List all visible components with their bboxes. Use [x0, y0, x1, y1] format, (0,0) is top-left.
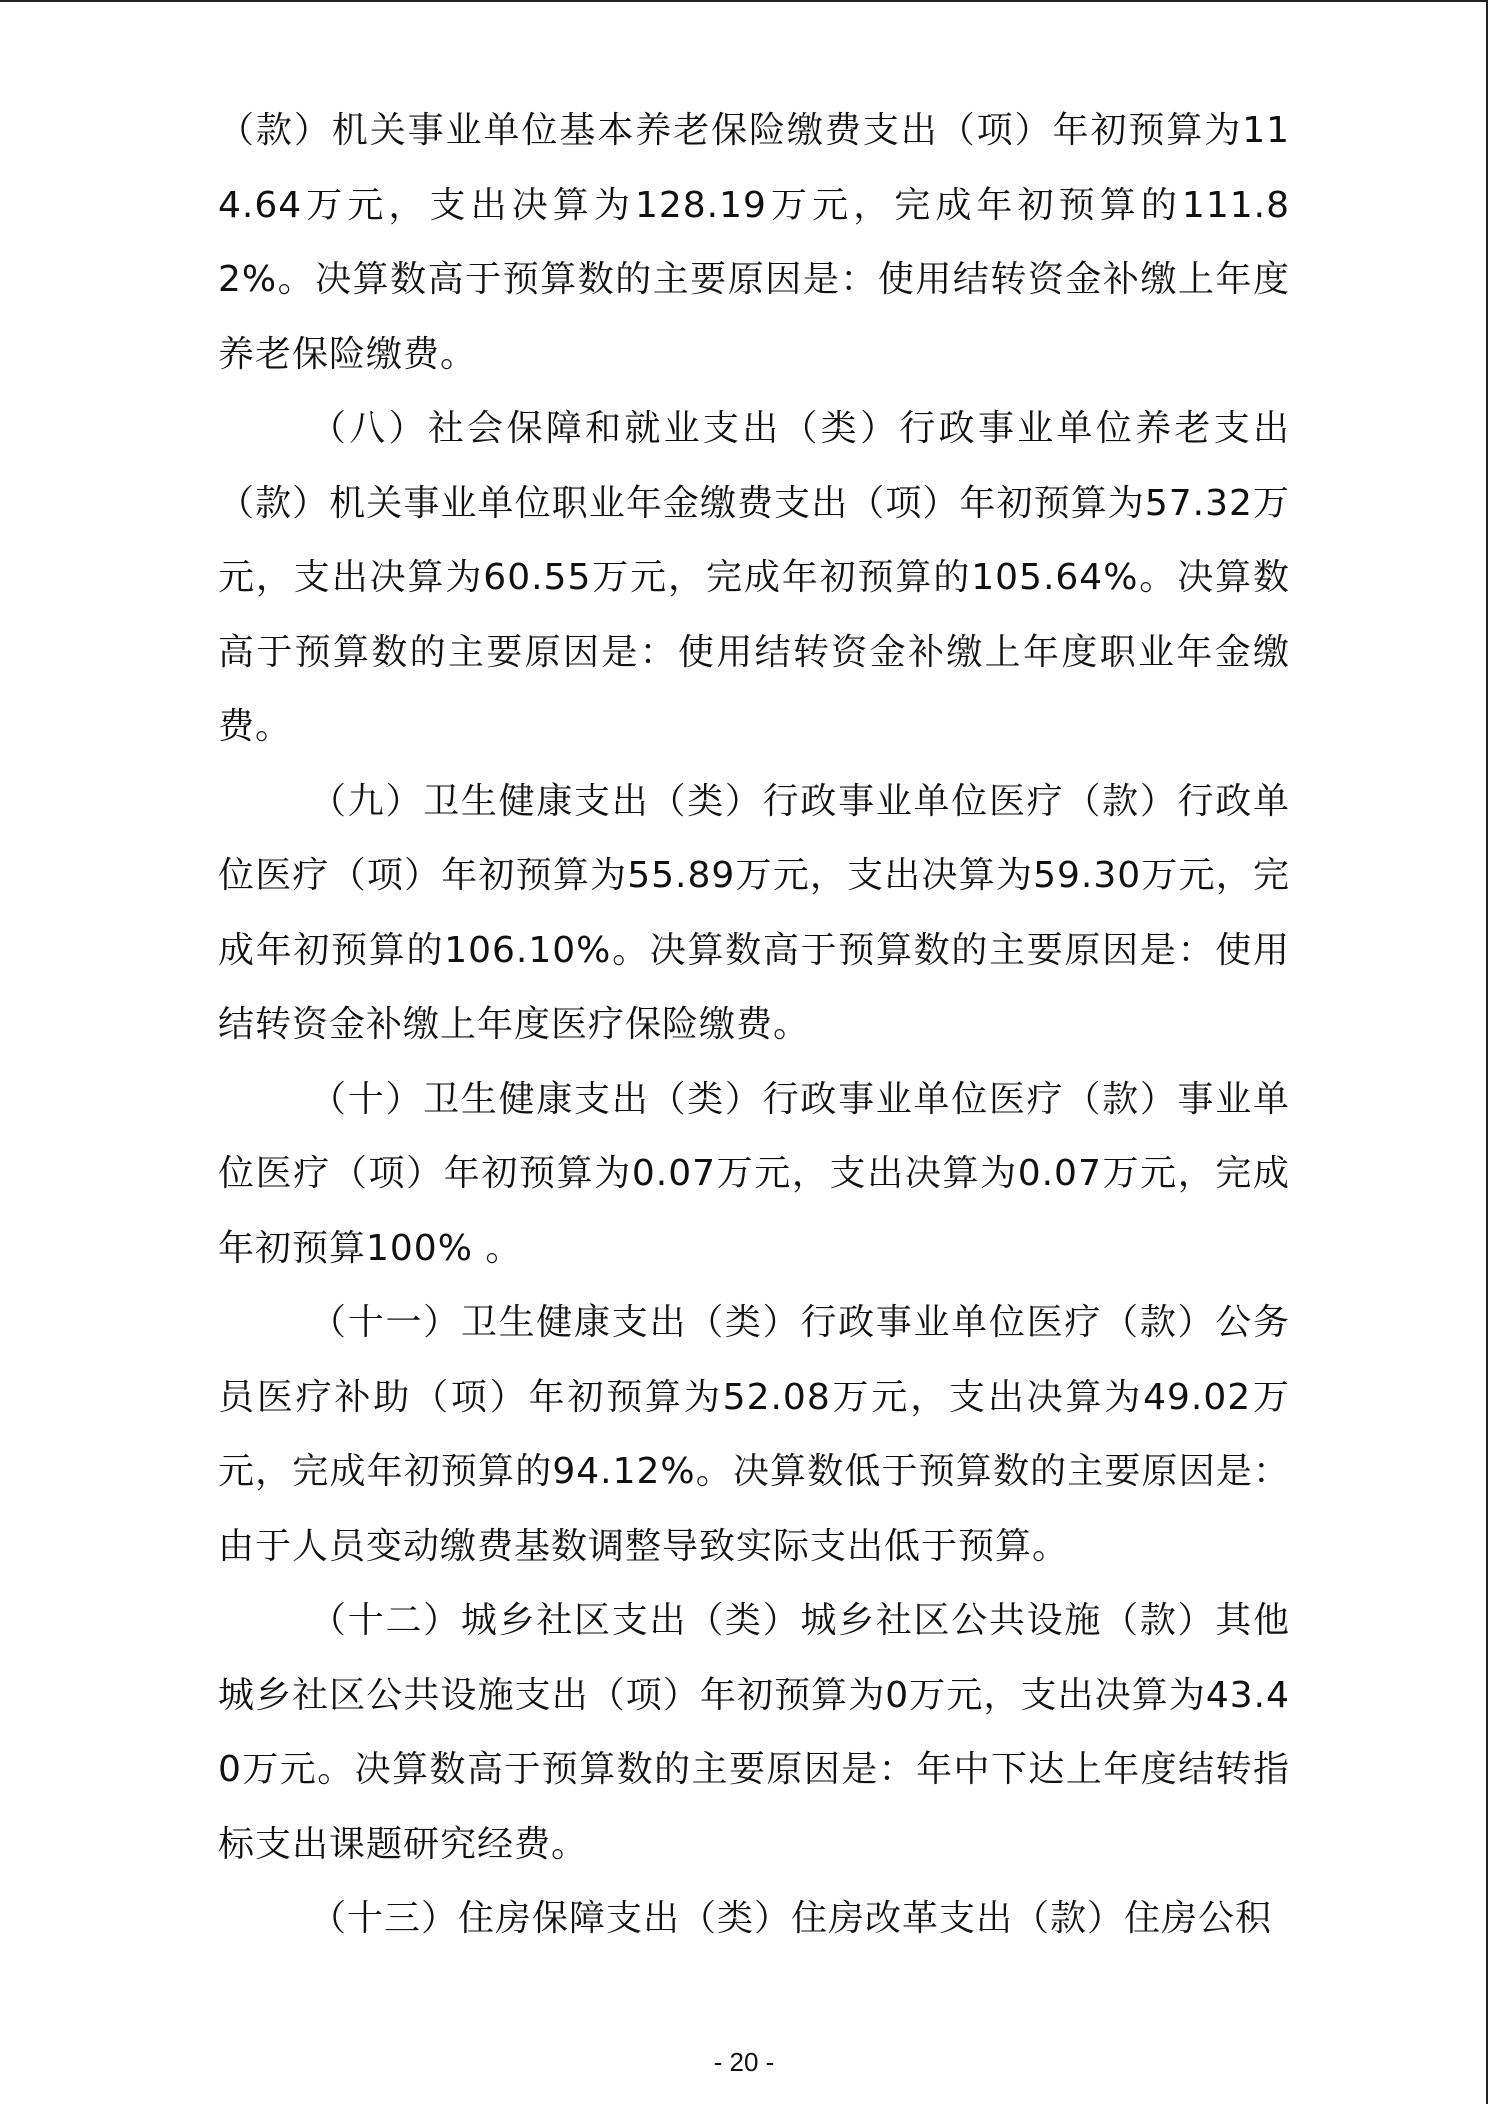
- paragraph-item-12: （十二）城乡社区支出（类）城乡社区公共设施（款）其他城乡社区公共设施支出（项）年初预算为0万元，支出决算为43.40万元。决算数高于预算数的主要原因是：年中下达上年度结转指标支出课题研究经费。: [218, 1600, 1290, 1865]
- paragraph-item-10: （十）卫生健康支出（类）行政事业单位医疗（款）事业单位医疗（项）年初预算为0.07万元，支出决算为0.07万元，完成年初预算100% 。: [218, 1078, 1290, 1269]
- page-top-border: [0, 0, 1488, 2]
- page-number: - 20 -: [713, 2047, 775, 2077]
- paragraph-item-9: （九）卫生健康支出（类）行政事业单位医疗（款）行政单位医疗（项）年初预算为55.89万元，支出决算为59.30万元，完成年初预算的106.10%。决算数高于预算数的主要原因是：使用结转资金补缴上年度医疗保险缴费。: [218, 780, 1290, 1045]
- document-body: [218, 94, 1290, 1957]
- paragraph-item-13: （十三）住房保障支出（类）住房改革支出（款）住房公积: [310, 1898, 1273, 1939]
- paragraph-item-8: （八）社会保障和就业支出（类）行政事业单位养老支出（款）机关事业单位职业年金缴费支出（项）年初预算为57.32万元，支出决算为60.55万元，完成年初预算的105.64%。决算数高于预算数的主要原因是：使用结转资金补缴上年度职业年金缴费。: [218, 408, 1290, 747]
- paragraph-pension-continued: （款）机关事业单位基本养老保险缴费支出（项）年初预算为114.64万元，支出决算为128.19万元，完成年初预算的111.82%。决算数高于预算数的主要原因是：使用结转资金补缴上年度养老保险缴费。: [218, 110, 1290, 375]
- paragraph-item-11: （十一）卫生健康支出（类）行政事业单位医疗（款）公务员医疗补助（项）年初预算为52.08万元，支出决算为49.02万元，完成年初预算的94.12%。决算数低于预算数的主要原因是：由于人员变动缴费基数调整导致实际支出低于预算。: [218, 1302, 1290, 1567]
